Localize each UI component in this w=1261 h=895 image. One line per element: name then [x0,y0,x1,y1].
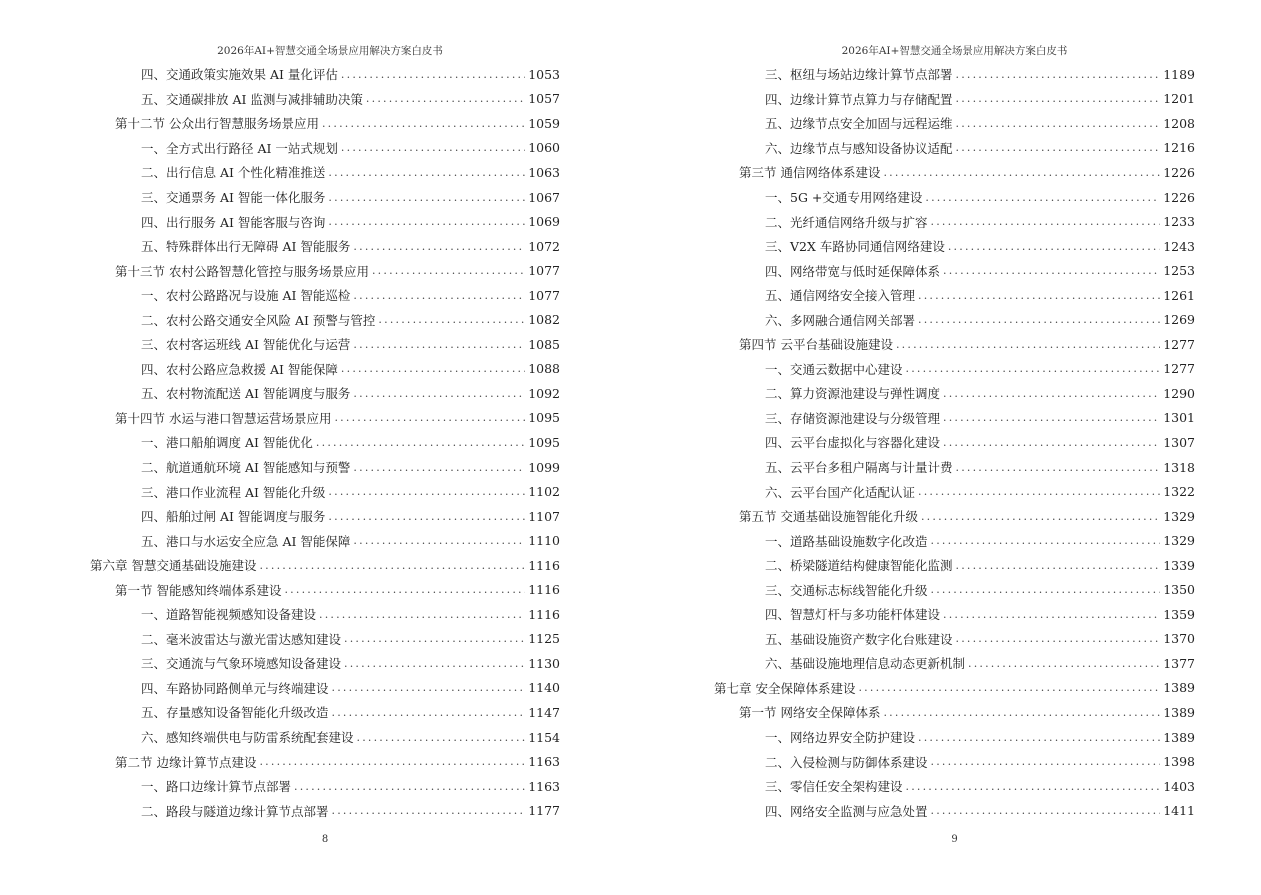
page-number: 9 [951,834,958,845]
toc-entry-title: 第六章 智慧交通基础设施建设 [90,558,257,574]
toc-entry-title: 五、边缘节点安全加固与远程运维 [765,116,953,132]
toc-entry[interactable] [714,62,1195,87]
toc-entry-page-number: 1099 [528,459,560,475]
toc-entry-title: 五、通信网络安全接入管理 [765,288,916,304]
dot-leader [956,632,1161,645]
toc-entry-page-number: 1243 [1163,238,1195,254]
dot-leader [259,559,525,572]
toc-entry[interactable] [90,528,560,553]
toc-entry-title: 一、道路智能视频感知设备建设 [141,607,317,623]
toc-entry-page-number: 1307 [1163,434,1195,450]
toc-entry-page-number: 1130 [528,655,560,671]
toc-entry-page-number: 1092 [528,385,560,401]
toc-entry-page-number: 1290 [1163,385,1195,401]
dot-leader [378,313,525,326]
toc-entry-title: 五、基础设施资产数字化台账建设 [765,631,953,647]
toc-entry-title: 四、云平台虚拟化与容器化建设 [765,435,941,451]
toc-entry-title: 五、交通碳排放 AI 监测与减排辅助决策 [141,91,363,107]
toc-entry-page-number: 1359 [1163,606,1195,622]
toc-entry[interactable] [714,406,1195,431]
toc-entry[interactable] [714,430,1195,455]
toc-entry-page-number: 1226 [1163,164,1195,180]
toc-entry[interactable] [714,602,1195,627]
toc-entry[interactable] [90,258,560,283]
dot-leader [353,534,525,547]
toc-entry-title: 第四节 云平台基础设施建设 [739,337,893,353]
dot-leader [366,92,525,105]
toc-entry-page-number: 1060 [528,140,560,156]
toc-entry-page-number: 1107 [528,508,560,524]
toc-entry[interactable] [90,209,560,234]
toc-entry-page-number: 1339 [1163,557,1195,573]
table-of-contents [90,62,560,823]
dot-leader [918,485,1160,498]
toc-entry[interactable] [90,504,560,529]
toc-entry[interactable] [714,455,1195,480]
toc-entry-title: 一、港口船舶调度 AI 智能优化 [141,435,313,451]
toc-entry-title: 二、航道通航环境 AI 智能感知与预警 [141,460,351,476]
dot-leader [332,706,526,719]
toc-entry-page-number: 1389 [1163,729,1195,745]
toc-entry[interactable] [714,528,1195,553]
dot-leader [858,681,1160,694]
toc-entry-page-number: 1318 [1163,459,1195,475]
dot-leader [322,117,525,130]
toc-entry[interactable] [714,307,1195,332]
toc-entry[interactable] [714,798,1195,823]
dot-leader [294,780,525,793]
toc-entry-page-number: 1116 [528,557,560,573]
toc-entry[interactable] [90,160,560,185]
page-number: 8 [321,834,329,845]
right-page [714,0,1195,895]
dot-leader [956,68,1161,81]
toc-entry-page-number: 1147 [528,704,560,720]
dot-leader [906,780,1161,793]
dot-leader [372,264,525,277]
toc-entry-page-number: 1177 [528,803,560,819]
dot-leader [956,559,1161,572]
toc-entry-title: 四、边缘计算节点算力与存储配置 [765,91,953,107]
dot-leader [332,804,526,817]
toc-entry[interactable] [90,381,560,406]
dot-leader [925,191,1160,204]
toc-entry[interactable] [90,307,560,332]
dot-leader [328,510,525,523]
toc-entry-page-number: 1067 [528,189,560,205]
toc-entry[interactable] [90,185,560,210]
toc-entry[interactable] [90,234,560,259]
toc-entry[interactable] [90,676,560,701]
toc-entry-page-number: 1110 [528,533,560,549]
toc-entry-title: 五、港口与水运安全应急 AI 智能保障 [141,533,351,549]
toc-entry-title: 二、路段与隧道边缘计算节点部署 [141,803,329,819]
dot-leader [353,289,525,302]
toc-entry[interactable] [714,749,1195,774]
toc-entry[interactable] [90,87,560,112]
dot-leader [328,191,525,204]
toc-entry-page-number: 1322 [1163,484,1195,500]
toc-entry[interactable] [90,725,560,750]
toc-entry[interactable] [714,381,1195,406]
toc-entry-title: 三、农村客运班线 AI 智能优化与运营 [141,337,351,353]
toc-entry[interactable] [90,332,560,357]
toc-entry-title: 三、交通流与气象环境感知设备建设 [141,656,342,672]
toc-entry[interactable] [714,111,1195,136]
page-header: 2026年AI+智慧交通全场景应用解决方案白皮书 [217,45,443,57]
toc-entry-title: 五、特殊群体出行无障碍 AI 智能服务 [141,239,351,255]
toc-entry-title: 二、算力资源池建设与弹性调度 [765,386,941,402]
dot-leader [943,608,1160,621]
toc-entry-title: 第十四节 水运与港口智慧运营场景应用 [115,410,332,426]
toc-entry-page-number: 1154 [528,729,560,745]
toc-entry[interactable] [90,700,560,725]
toc-entry-page-number: 1277 [1163,336,1195,352]
toc-entry-title: 五、存量感知设备智能化升级改造 [141,705,329,721]
toc-entry[interactable] [714,185,1195,210]
toc-entry[interactable] [714,283,1195,308]
toc-entry-title: 一、全方式出行路径 AI 一站式规划 [141,140,338,156]
toc-entry-page-number: 1398 [1163,754,1195,770]
toc-entry-page-number: 1095 [528,434,560,450]
dot-leader [956,461,1161,474]
toc-entry[interactable] [714,553,1195,578]
dot-leader [332,681,526,694]
toc-entry[interactable] [90,455,560,480]
page-header: 2026年AI+智慧交通全场景应用解决方案白皮书 [841,45,1068,57]
dot-leader [341,68,525,81]
toc-entry-page-number: 1057 [528,91,560,107]
toc-entry[interactable] [714,258,1195,283]
toc-entry[interactable] [714,209,1195,234]
toc-entry-title: 第五节 交通基础设施智能化升级 [739,509,918,525]
dot-leader [328,215,525,228]
toc-entry-page-number: 1411 [1163,803,1195,819]
toc-entry[interactable] [90,577,560,602]
toc-entry[interactable] [90,136,560,161]
dot-leader [896,338,1160,351]
toc-entry-title: 四、出行服务 AI 智能客服与咨询 [141,214,326,230]
toc-entry-title: 三、交通票务 AI 智能一体化服务 [141,190,326,205]
toc-entry-page-number: 1053 [528,66,560,82]
toc-entry-title: 三、零信任安全架构建设 [765,779,903,795]
left-page [90,0,560,895]
toc-entry-title: 二、桥梁隧道结构健康智能化监测 [765,558,953,574]
dot-leader [956,141,1161,154]
dot-leader [931,534,1161,547]
toc-entry-title: 三、港口作业流程 AI 智能化升级 [141,484,326,500]
toc-entry-title: 三、存储资源池建设与分级管理 [765,410,941,426]
dot-leader [931,804,1161,817]
toc-entry-page-number: 1077 [528,287,560,303]
dot-leader [918,731,1160,744]
toc-entry-page-number: 1261 [1163,287,1195,303]
toc-entry[interactable] [90,553,560,578]
toc-entry[interactable] [90,357,560,382]
toc-entry[interactable] [90,406,560,431]
toc-entry[interactable] [714,651,1195,676]
toc-entry-title: 一、5G +交通专用网络建设 [765,190,923,205]
toc-entry[interactable] [90,627,560,652]
toc-entry[interactable] [714,676,1195,701]
dot-leader [883,166,1160,179]
toc-entry[interactable] [714,357,1195,382]
toc-entry-page-number: 1201 [1163,91,1195,107]
toc-entry[interactable] [714,577,1195,602]
dot-leader [956,92,1161,105]
dot-leader [319,608,525,621]
toc-entry-title: 五、云平台多租户隔离与计量计费 [765,460,953,476]
toc-entry-page-number: 1277 [1163,361,1195,377]
toc-entry-title: 四、农村公路应急救援 AI 智能保障 [141,361,338,377]
toc-entry-page-number: 1072 [528,238,560,254]
toc-entry-page-number: 1301 [1163,410,1195,426]
toc-entry[interactable] [90,651,560,676]
dot-leader [353,338,525,351]
dot-leader [943,264,1160,277]
toc-entry-title: 三、V2X 车路协同通信网络建设 [765,239,945,255]
toc-entry-title: 三、枢纽与场站边缘计算节点部署 [765,67,953,83]
toc-entry-page-number: 1370 [1163,631,1195,647]
dot-leader [341,362,525,375]
toc-entry-title: 六、多网融合通信网关部署 [765,312,916,328]
toc-entry-title: 一、道路基础设施数字化改造 [765,533,928,549]
toc-entry-title: 一、路口边缘计算节点部署 [141,779,292,795]
toc-entry-page-number: 1208 [1163,115,1195,131]
dot-leader [931,583,1161,596]
toc-entry-page-number: 1163 [528,778,560,794]
toc-entry-title: 第二节 边缘计算节点建设 [115,754,257,770]
dot-leader [921,510,1160,523]
dot-leader [328,485,525,498]
dot-leader [956,117,1161,130]
toc-entry-page-number: 1116 [528,582,560,598]
toc-entry-title: 四、船舶过闸 AI 智能调度与服务 [141,509,326,525]
toc-entry-page-number: 1102 [528,484,560,500]
dot-leader [344,657,525,670]
dot-leader [316,436,525,449]
toc-entry-title: 六、边缘节点与感知设备协议适配 [765,140,953,156]
toc-entry-page-number: 1140 [528,680,560,696]
dot-leader [353,387,525,400]
toc-entry-page-number: 1403 [1163,778,1195,794]
toc-entry[interactable] [714,234,1195,259]
dot-leader [259,755,525,768]
toc-entry-title: 四、网络带宽与低时延保障体系 [765,263,941,279]
dot-leader [931,215,1161,228]
toc-entry-page-number: 1082 [528,312,560,328]
toc-entry-page-number: 1077 [528,263,560,279]
toc-entry[interactable] [90,798,560,823]
toc-entry-page-number: 1085 [528,336,560,352]
dot-leader [353,461,525,474]
toc-entry[interactable] [714,136,1195,161]
toc-entry-title: 第七章 安全保障体系建设 [714,680,856,696]
toc-entry-page-number: 1069 [528,214,560,230]
toc-entry[interactable] [90,62,560,87]
toc-entry[interactable] [714,627,1195,652]
toc-entry[interactable] [714,332,1195,357]
toc-entry-page-number: 1389 [1163,680,1195,696]
toc-entry-page-number: 1059 [528,115,560,131]
toc-entry-page-number: 1389 [1163,704,1195,720]
toc-entry[interactable] [90,602,560,627]
toc-entry[interactable] [90,774,560,799]
toc-entry-page-number: 1163 [528,754,560,770]
toc-entry-title: 四、智慧灯杆与多功能杆体建设 [765,607,941,623]
toc-entry-title: 第三节 通信网络体系建设 [739,165,881,181]
toc-entry-page-number: 1216 [1163,140,1195,156]
toc-entry[interactable] [714,725,1195,750]
toc-entry[interactable] [90,749,560,774]
dot-leader [906,362,1161,375]
toc-entry-title: 第一节 网络安全保障体系 [739,705,881,721]
toc-entry-title: 六、感知终端供电与防雷系统配套建设 [141,730,354,746]
toc-entry-title: 二、农村公路交通安全风险 AI 预警与管控 [141,312,376,328]
toc-entry-title: 二、毫米波雷达与激光雷达感知建设 [141,631,342,647]
dot-leader [883,706,1160,719]
toc-entry-page-number: 1125 [528,631,560,647]
dot-leader [334,411,525,424]
toc-entry-title: 六、基础设施地理信息动态更新机制 [765,656,966,672]
toc-entry-title: 四、交通政策实施效果 AI 量化评估 [141,67,338,83]
dot-leader [344,632,525,645]
dot-leader [353,240,525,253]
dot-leader [943,387,1160,400]
toc-entry-page-number: 1253 [1163,263,1195,279]
toc-entry[interactable] [90,283,560,308]
dot-leader [284,583,525,596]
toc-entry-title: 二、光纤通信网络升级与扩容 [765,214,928,230]
toc-entry-title: 四、网络安全监测与应急处置 [765,803,928,819]
toc-entry-page-number: 1269 [1163,312,1195,328]
toc-entry-page-number: 1088 [528,361,560,377]
toc-entry-title: 三、交通标志标线智能化升级 [765,582,928,598]
toc-entry-page-number: 1233 [1163,214,1195,230]
toc-entry-title: 第十二节 公众出行智慧服务场景应用 [115,116,319,132]
toc-entry-page-number: 1377 [1163,655,1195,671]
dot-leader [943,436,1160,449]
toc-entry-page-number: 1350 [1163,582,1195,598]
dot-leader [968,657,1160,670]
toc-entry[interactable] [90,479,560,504]
toc-entry[interactable] [714,87,1195,112]
toc-entry[interactable] [714,504,1195,529]
toc-entry-title: 一、农村公路路况与设施 AI 智能巡检 [141,288,351,304]
toc-entry-page-number: 1226 [1163,189,1195,205]
dot-leader [918,313,1160,326]
dot-leader [931,755,1161,768]
toc-entry-title: 四、车路协同路侧单元与终端建设 [141,680,329,696]
toc-entry-page-number: 1329 [1163,533,1195,549]
toc-entry-title: 六、云平台国产化适配认证 [765,484,916,500]
dot-leader [341,141,525,154]
toc-entry-page-number: 1116 [528,606,560,622]
dot-leader [918,289,1160,302]
toc-entry[interactable] [714,700,1195,725]
toc-entry-title: 五、农村物流配送 AI 智能调度与服务 [141,386,351,402]
toc-entry-title: 第一节 智能感知终端体系建设 [115,582,282,598]
dot-leader [328,166,525,179]
toc-entry-page-number: 1189 [1163,66,1195,82]
toc-entry-page-number: 1063 [528,164,560,180]
toc-entry-page-number: 1095 [528,410,560,426]
toc-entry-title: 一、交通云数据中心建设 [765,361,903,377]
toc-entry[interactable] [90,430,560,455]
dot-leader [943,411,1160,424]
toc-entry[interactable] [714,160,1195,185]
dot-leader [948,240,1160,253]
toc-entry[interactable] [90,111,560,136]
toc-entry-title: 二、出行信息 AI 个性化精准推送 [141,165,326,181]
dot-leader [357,731,526,744]
toc-entry-title: 第十三节 农村公路智慧化管控与服务场景应用 [115,263,369,279]
toc-entry[interactable] [714,774,1195,799]
toc-entry[interactable] [714,479,1195,504]
toc-entry-page-number: 1329 [1163,508,1195,524]
toc-entry-title: 二、入侵检测与防御体系建设 [765,754,928,770]
table-of-contents [714,62,1195,823]
toc-entry-title: 一、网络边界安全防护建设 [765,730,916,746]
